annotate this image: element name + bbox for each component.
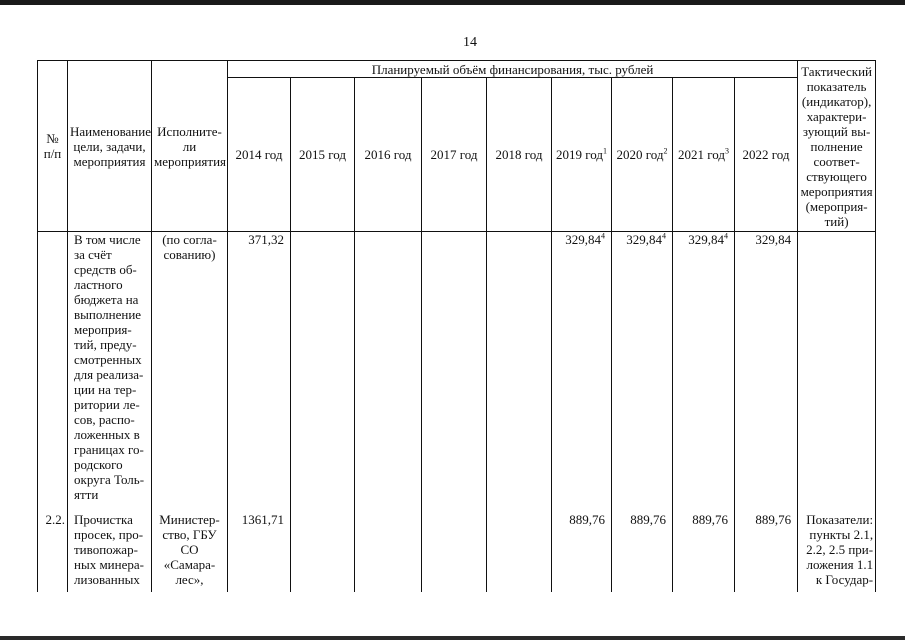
header-year-label: 2022 год bbox=[742, 147, 790, 162]
scan-edge-bottom bbox=[0, 636, 905, 640]
value-text: 889,76 bbox=[692, 512, 728, 527]
table-row bbox=[38, 232, 876, 503]
row-number: 2.2. bbox=[38, 502, 68, 592]
row-value bbox=[228, 232, 291, 503]
row-value bbox=[735, 502, 798, 592]
row-value bbox=[422, 502, 487, 592]
header-year-label: 2015 год bbox=[299, 147, 346, 162]
row-value bbox=[228, 502, 291, 592]
header-year bbox=[552, 78, 612, 232]
header-year bbox=[673, 78, 735, 232]
header-executor: Исполните-ли мероприятия bbox=[152, 61, 228, 232]
footnote-mark: 3 bbox=[725, 146, 729, 156]
row-value bbox=[612, 502, 673, 592]
row-value bbox=[355, 502, 422, 592]
footnote-mark: 2 bbox=[663, 146, 668, 156]
row-number bbox=[38, 232, 68, 503]
footnote-mark: 4 bbox=[601, 231, 605, 241]
row-value bbox=[291, 232, 355, 503]
row-value bbox=[422, 232, 487, 503]
header-year bbox=[228, 78, 291, 232]
value-text: 889,76 bbox=[569, 512, 605, 527]
value-text: 889,76 bbox=[630, 512, 666, 527]
row-value bbox=[355, 232, 422, 503]
scan-edge-top bbox=[0, 0, 905, 5]
header-year-label: 2014 год bbox=[235, 147, 283, 162]
row-executor: Министер-ство, ГБУ СО «Самара-лес», bbox=[152, 502, 228, 592]
row-value bbox=[291, 502, 355, 592]
header-year bbox=[291, 78, 355, 232]
row-value bbox=[552, 232, 612, 503]
value-text: 329,84 bbox=[565, 232, 601, 247]
header-year-label: 2020 год bbox=[616, 147, 664, 162]
row-name: Прочистка просек, про-тивопожар-ных минера-лизованных bbox=[68, 502, 152, 592]
value-text: 1361,71 bbox=[241, 512, 284, 527]
header-year-label: 2018 год bbox=[495, 147, 543, 162]
header-indicator: Тактический показатель (индикатор), характери-зующий вы-полнение соответ-ствующего мероприятия (мероприя-тий) bbox=[798, 61, 876, 232]
header-year-label: 2021 год bbox=[678, 147, 725, 162]
header-year bbox=[487, 78, 552, 232]
row-value bbox=[552, 502, 612, 592]
page-number: 14 bbox=[463, 35, 477, 50]
row-name: В том числе за счёт средств об-ластного бюджета на выполнение мероприя-тий, преду-смотренных для реализа-ции на тер-ритории ле-сов, распо-ложенных в границах го-родского округа Толь-ятти bbox=[68, 232, 152, 503]
header-year-label: 2016 год bbox=[364, 147, 412, 162]
row-value bbox=[735, 232, 798, 503]
header-number: № п/п bbox=[38, 61, 68, 232]
footnote-mark: 4 bbox=[662, 231, 666, 241]
header-name: Наименование цели, задачи, мероприятия bbox=[68, 61, 152, 232]
header-year bbox=[612, 78, 673, 232]
value-text: 371,32 bbox=[248, 232, 284, 247]
row-executor: (по согла-сованию) bbox=[152, 232, 228, 503]
header-year bbox=[422, 78, 487, 232]
footnote-mark: 4 bbox=[724, 231, 728, 241]
table-row bbox=[38, 502, 876, 592]
header-year bbox=[355, 78, 422, 232]
header-year bbox=[735, 78, 798, 232]
row-indicator bbox=[798, 232, 876, 503]
table-header bbox=[38, 61, 876, 232]
row-value bbox=[487, 232, 552, 503]
table-body bbox=[38, 232, 876, 593]
funding-table bbox=[37, 60, 876, 592]
row-value bbox=[487, 502, 552, 592]
row-value bbox=[673, 232, 735, 503]
header-year-label: 2019 год bbox=[556, 147, 603, 162]
header-funding-group: Планируемый объём финансирования, тыс. рублей bbox=[228, 61, 798, 78]
value-text: 329,84 bbox=[755, 232, 792, 247]
footnote-mark: 1 bbox=[603, 146, 607, 156]
row-indicator: Показатели: пункты 2.1, 2.2, 2.5 при-ложения 1.1 к Государ- bbox=[798, 502, 876, 592]
value-text: 329,84 bbox=[688, 232, 724, 247]
row-value bbox=[612, 232, 673, 503]
row-value bbox=[673, 502, 735, 592]
header-year-label: 2017 год bbox=[430, 147, 478, 162]
value-text: 889,76 bbox=[755, 512, 792, 527]
value-text: 329,84 bbox=[626, 232, 662, 247]
